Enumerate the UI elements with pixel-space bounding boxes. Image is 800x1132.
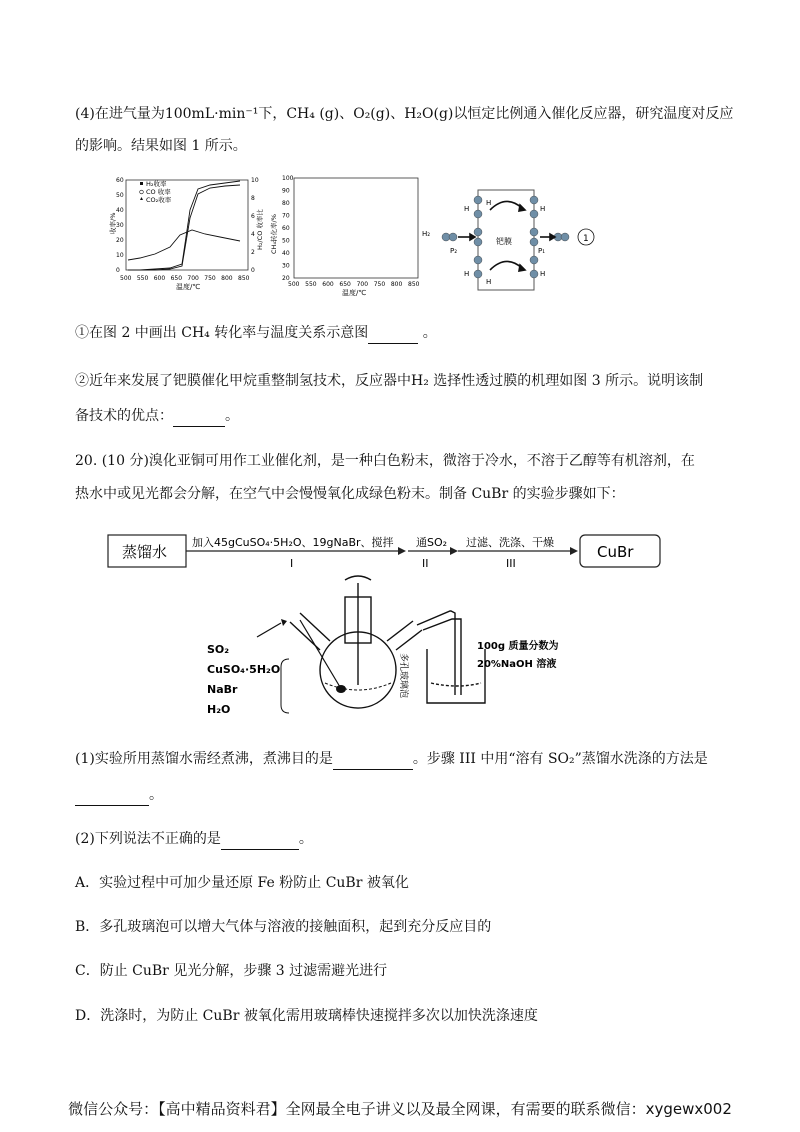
fig1-left-tick-label: 0 — [116, 267, 120, 274]
fig1-x-tick-label: 600 — [153, 275, 166, 282]
fig1-legend-h2: H₂收率 — [146, 180, 167, 188]
reagent-labels — [207, 643, 280, 716]
fig1-left-tick-label: 50 — [116, 192, 124, 199]
fig2-y-axis-ticks — [282, 175, 294, 282]
preparation-flowchart — [100, 522, 670, 582]
fig2-y-tick-label: 30 — [282, 262, 290, 270]
fig2-y-tick-label: 70 — [282, 212, 290, 220]
answer-blank[interactable] — [368, 323, 418, 344]
fig1-legend-co2: CO₂收率 — [146, 196, 172, 204]
q19-sub1 — [75, 323, 437, 344]
reaction-apparatus — [195, 575, 635, 735]
fig3-h: H — [486, 278, 492, 286]
q19-sub1-tail: 。 — [418, 325, 437, 341]
fig1-left-tick-label: 40 — [116, 207, 124, 214]
fig1-x-tick-label: 750 — [204, 275, 216, 282]
q20-q1-line2 — [75, 785, 163, 806]
fig2-x-tick-label: 650 — [339, 281, 351, 288]
fig2-y-tick-label: 80 — [282, 200, 290, 207]
fig2-x-tick-label: 600 — [322, 281, 334, 288]
q19-sub2b — [75, 406, 239, 427]
q20-q2 — [75, 829, 313, 850]
naoh-solution-label-2: 20%NaOH 溶液 — [477, 659, 557, 670]
fig1-left-tick-label: 10 — [116, 252, 124, 259]
fig1-right-tick-label: 4 — [251, 231, 255, 238]
flow-step3-label: 过滤、洗涤、干燥 — [466, 536, 554, 549]
q19-sub2: ②近年来发展了钯膜催化甲烷重整制氢技术，反应器中H₂ 选择性透过膜的机理如图 3 所示。说明该制 — [75, 373, 704, 389]
q20-option-b[interactable]: B．多孔玻璃泡可以增大气体与溶液的接触面积，起到充分反应目的 — [75, 919, 492, 935]
flow-end-label: CuBr — [597, 543, 634, 561]
fig1-x-tick-label: 550 — [136, 275, 149, 282]
fig1-x-tick-label: 800 — [221, 275, 233, 282]
reagent-cuso4: CuSO₄·5H₂O — [207, 663, 281, 676]
fig2-x-tick-label: 500 — [288, 281, 300, 288]
q20-option-d[interactable]: D．洗涤时，为防止 CuBr 被氧化需用玻璃棒快速搅拌多次以加快洗涤速度 — [75, 1008, 538, 1024]
fig2-x-axis-ticks — [288, 281, 420, 288]
q20-intro-line2: 热水中或见光都会分解，在空气中会慢慢氧化成绿色粉末。制备 CuBr 的实验步骤如下： — [75, 486, 625, 502]
q19-sub1-text: ①在图 2 中画出 CH₄ 转化率与温度关系示意图 — [75, 325, 369, 341]
fig2-y-tick-label: 20 — [282, 275, 290, 282]
flow-step3-number: III — [506, 557, 516, 570]
fig3-h: H — [464, 270, 470, 278]
fig2-x-tick-label: 550 — [305, 281, 317, 288]
fig2-x-tick-label: 700 — [356, 281, 369, 288]
answer-blank[interactable] — [333, 749, 413, 770]
fig2-ylabel: CH₄转化率/% — [270, 214, 278, 254]
flow-step2-number: II — [422, 557, 429, 570]
fig1-right-tick-label: 6 — [251, 213, 255, 220]
reagent-nabr: NaBr — [207, 683, 238, 696]
flow-step2-label: 通SO₂ — [416, 536, 448, 549]
fig1-right-tick-label: 10 — [251, 177, 259, 184]
fig3-p1-label: P₁ — [538, 247, 546, 255]
answer-blank[interactable] — [221, 829, 299, 850]
figure-3-palladium-membrane — [420, 180, 610, 295]
q20-q1 — [75, 749, 708, 770]
flow-step1-number: I — [290, 557, 294, 570]
naoh-beaker — [427, 649, 485, 703]
fig2-xlabel: 温度/℃ — [342, 289, 367, 297]
q20-intro-line1: 20. (10 分)溴化亚铜可用作工业催化剂，是一种白色粉末，微溶于冷水，不溶于乙醇等有机溶剂，在 — [75, 453, 695, 469]
reagent-so2: SO₂ — [207, 643, 230, 656]
fig1-co-yield-curve — [128, 185, 240, 270]
fig1-legend — [140, 179, 172, 204]
q20-q1-text2: 。步骤 III 中用“溶有 SO₂”蒸馏水洗涤的方法是 — [412, 751, 708, 767]
fig2-x-tick-label: 800 — [390, 281, 403, 288]
q19-sub2b-text: 备技术的优点： — [75, 408, 173, 424]
fig3-circle-number: 1 — [583, 234, 589, 244]
flow-step1-label: 加入45gCuSO₄·5H₂O、19gNaBr、搅拌 — [192, 536, 394, 549]
q20-q1-text: (1)实验所用蒸馏水需经煮沸，煮沸目的是 — [75, 751, 333, 767]
fig2-y-tick-label: 100 — [282, 175, 294, 182]
fig2-plot-frame — [294, 178, 418, 278]
page-footer: 微信公众号：【高中精品资料君】全网最全电子讲义以及最全网课，有需要的联系微信：xygewx002 — [68, 1100, 732, 1118]
fig1-left-tick-label: 20 — [116, 237, 124, 244]
answer-blank[interactable] — [173, 406, 225, 427]
fig1-left-tick-label: 30 — [116, 222, 124, 229]
fig3-h: H — [540, 205, 546, 213]
fig3-h: H — [464, 205, 470, 213]
fig3-h2-label: H₂ — [422, 230, 431, 238]
fig1-right-tick-label: 8 — [251, 195, 255, 202]
q19-sub2b-tail: 。 — [225, 408, 239, 424]
fig3-p2-label: P₂ — [450, 247, 458, 255]
fig2-y-tick-label: 90 — [282, 187, 290, 195]
flow-start-label: 蒸馏水 — [122, 543, 168, 561]
q20-option-c[interactable]: C．防止 CuBr 见光分解，步骤 3 过滤需避光进行 — [75, 963, 388, 979]
q20-option-a[interactable]: A．实验过程中可加少量还原 Fe 粉防止 CuBr 被氧化 — [75, 875, 409, 891]
fig1-legend-co: CO 收率 — [146, 188, 171, 196]
fig1-ylabel-right: H₂/CO 收率比 — [256, 209, 264, 250]
fig2-y-tick-label: 50 — [282, 237, 290, 245]
fig3-h-labels — [422, 199, 545, 286]
fig1-x-axis-ticks — [120, 275, 250, 282]
so2-pointer — [257, 623, 281, 637]
reagent-h2o: H₂O — [207, 703, 231, 716]
answer-blank[interactable] — [75, 785, 149, 806]
porous-bulb-label: 多孔玻璃泡 — [398, 653, 408, 699]
fig2-y-tick-label: 40 — [282, 250, 290, 257]
q20-q1-tail: 。 — [149, 787, 163, 803]
q20-q2-text: (2)下列说法不正确的是 — [75, 831, 221, 847]
q20-q2-tail: 。 — [298, 831, 313, 847]
fig1-xlabel: 温度/℃ — [176, 283, 201, 291]
fig1-x-tick-label: 500 — [120, 275, 132, 282]
fig1-x-tick-label: 700 — [187, 275, 199, 282]
fig1-right-tick-label: 0 — [251, 267, 255, 274]
naoh-solution-label-1: 100g 质量分数为 — [477, 641, 559, 652]
fig1-right-tick-label: 2 — [251, 249, 255, 256]
fig1-left-tick-label: 60 — [116, 177, 124, 184]
fig2-y-tick-label: 60 — [282, 225, 290, 232]
q19-part4-line1: (4)在进气量为100mL·min⁻¹下，CH₄ (g)、O₂(g)、H₂O(g)以恒定比例通入催化反应器，研究温度对反应 — [75, 106, 734, 122]
fig1-x-tick-label: 850 — [238, 275, 250, 282]
fig3-h: H — [486, 199, 492, 207]
figure-1-yield-chart — [110, 172, 270, 292]
figure-2-ch4-conversion-axes — [268, 172, 431, 297]
fig1-x-tick-label: 650 — [170, 275, 183, 282]
fig2-x-tick-label: 750 — [373, 281, 386, 288]
fig1-ylabel-left: 收率/% — [109, 212, 117, 234]
fig2-x-tick-label: 850 — [408, 281, 420, 288]
fig3-h: H — [540, 270, 546, 278]
q19-part4-line2: 的影响。结果如图 1 所示。 — [75, 138, 247, 154]
fig1-left-axis-ticks — [116, 177, 124, 274]
fig3-membrane-label: 钯膜 — [496, 237, 512, 246]
